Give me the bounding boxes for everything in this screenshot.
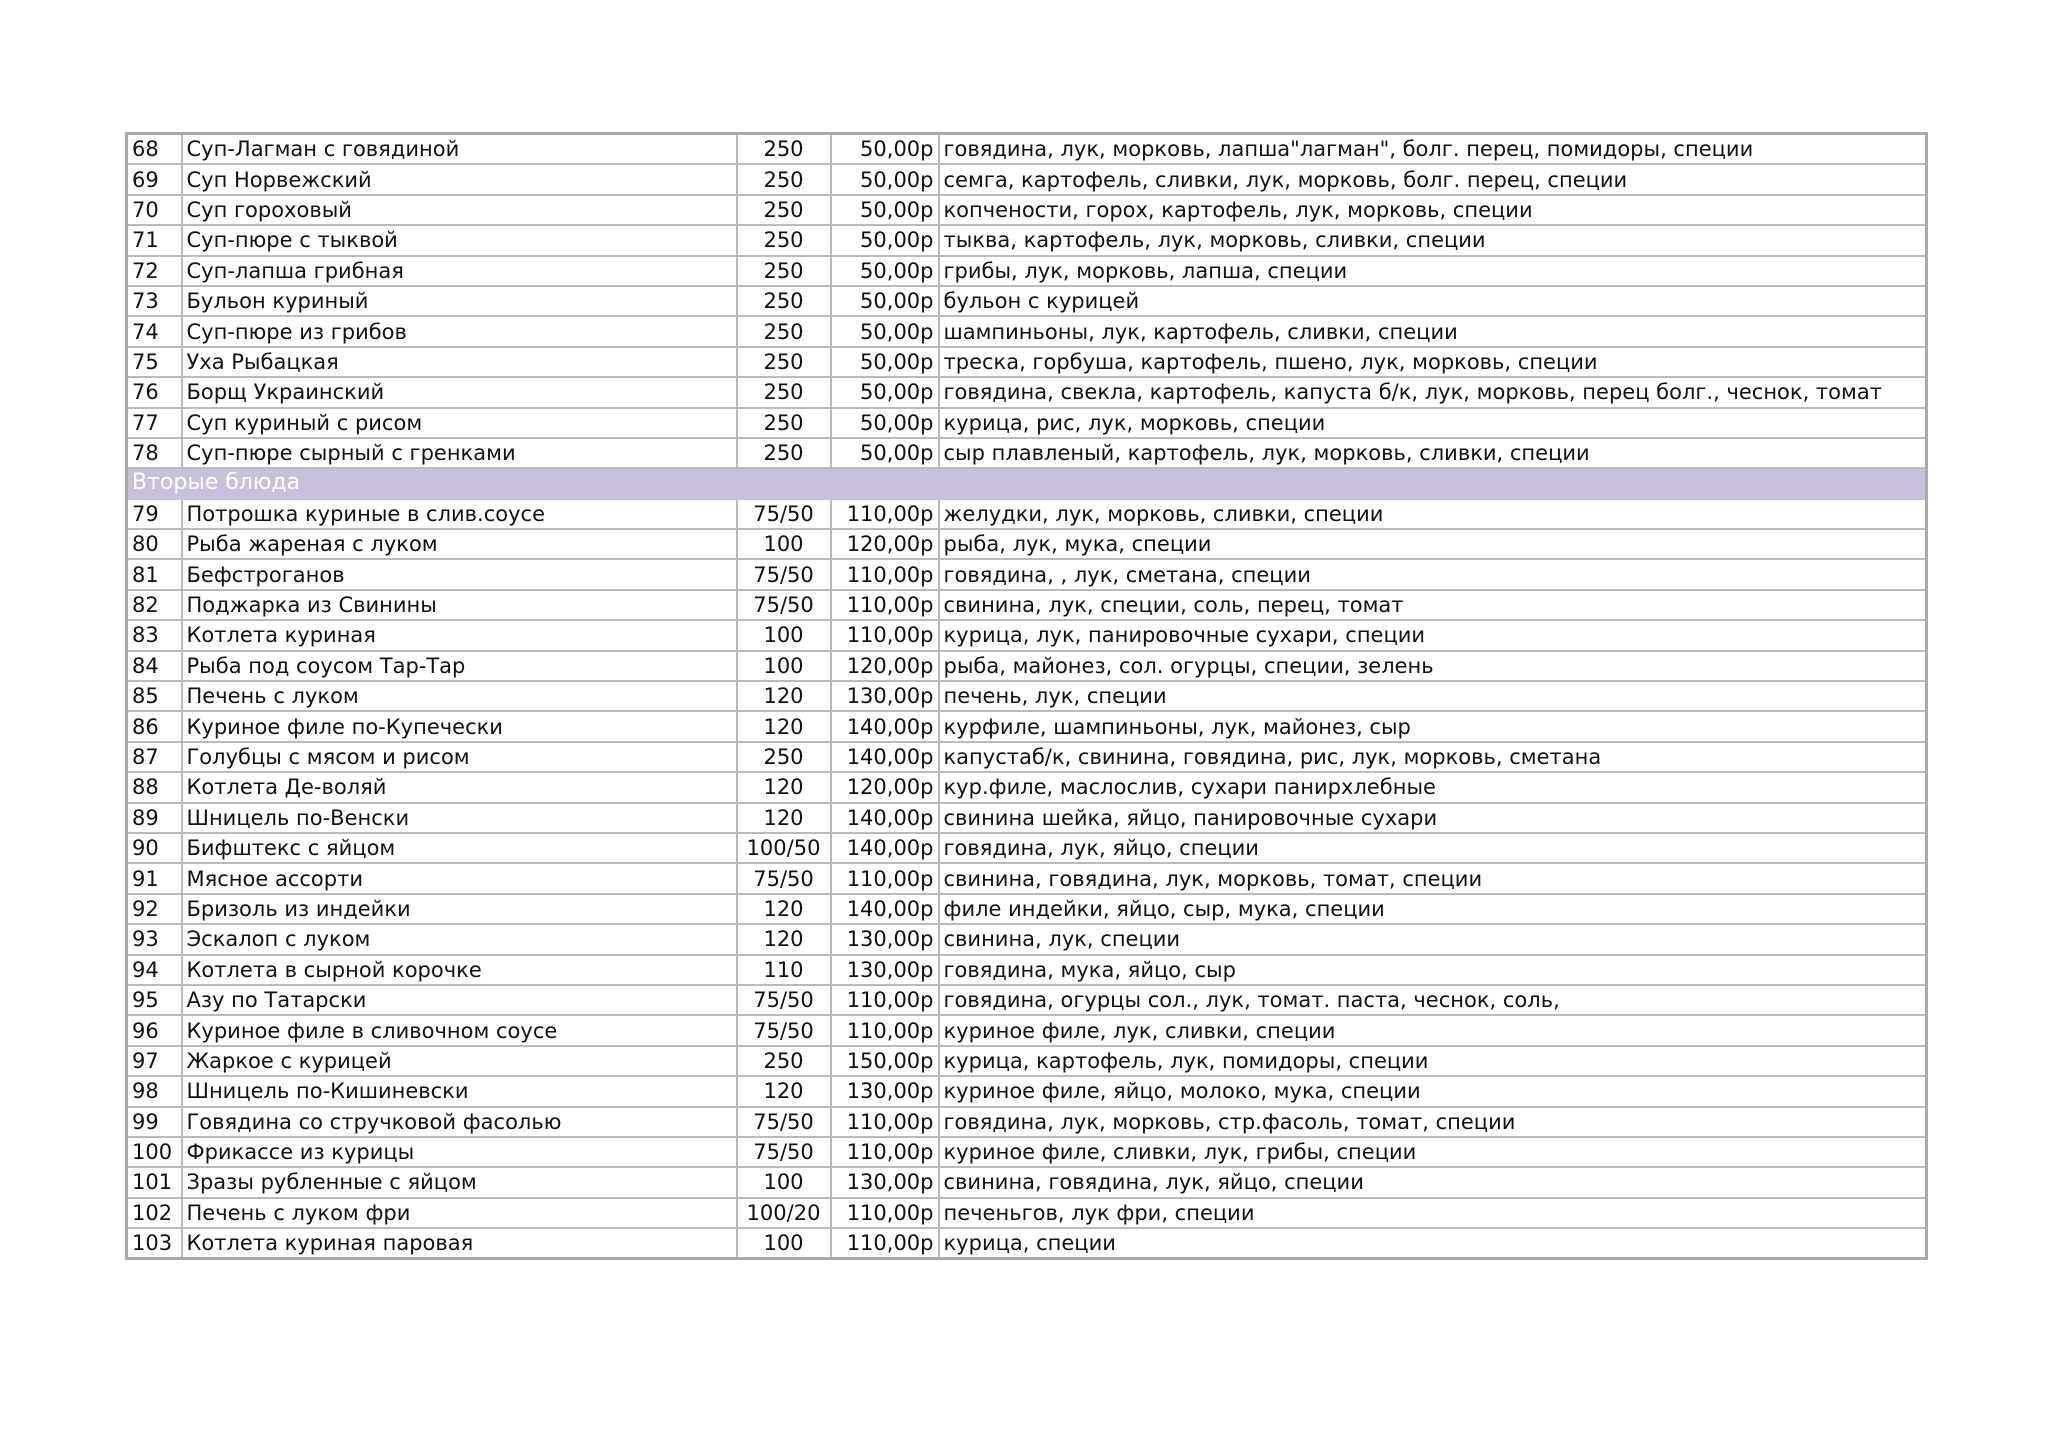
- item-weight: 250: [737, 164, 831, 194]
- item-number: 74: [127, 316, 182, 346]
- item-ingredients: куриное филе, яйцо, молоко, мука, специи: [939, 1076, 1927, 1106]
- item-weight: 100: [737, 1167, 831, 1197]
- item-number: 84: [127, 651, 182, 681]
- item-weight: 75/50: [737, 863, 831, 893]
- item-number: 96: [127, 1015, 182, 1045]
- item-number: 101: [127, 1167, 182, 1197]
- item-ingredients: курица, специи: [939, 1228, 1927, 1259]
- item-price: 110,00р: [831, 1198, 939, 1228]
- item-price: 130,00р: [831, 1076, 939, 1106]
- item-number: 72: [127, 256, 182, 286]
- item-number: 98: [127, 1076, 182, 1106]
- menu-item-row: [127, 1228, 1927, 1259]
- item-weight: 100: [737, 620, 831, 650]
- item-price: 120,00р: [831, 772, 939, 802]
- item-number: 93: [127, 924, 182, 954]
- item-number: 90: [127, 833, 182, 863]
- item-ingredients: желудки, лук, морковь, сливки, специи: [939, 499, 1927, 529]
- item-ingredients: сыр плавленый, картофель, лук, морковь, сливки, специи: [939, 438, 1927, 468]
- item-number: 97: [127, 1046, 182, 1076]
- item-ingredients: копчености, горох, картофель, лук, морковь, специи: [939, 195, 1927, 225]
- item-price: 50,00р: [831, 316, 939, 346]
- item-weight: 250: [737, 316, 831, 346]
- menu-item-row: [127, 316, 1927, 346]
- item-weight: 250: [737, 256, 831, 286]
- item-price: 140,00р: [831, 742, 939, 772]
- item-number: 77: [127, 408, 182, 438]
- item-ingredients: бульон с курицей: [939, 286, 1927, 316]
- item-ingredients: свинина шейка, яйцо, панировочные сухари: [939, 803, 1927, 833]
- menu-item-row: [127, 347, 1927, 377]
- menu-item-row: [127, 438, 1927, 468]
- item-weight: 100/50: [737, 833, 831, 863]
- item-name: Суп Норвежский: [182, 164, 737, 194]
- section-title: Вторые блюда: [127, 468, 1927, 498]
- menu-item-row: [127, 590, 1927, 620]
- item-name: Шницель по-Кишиневски: [182, 1076, 737, 1106]
- item-price: 110,00р: [831, 985, 939, 1015]
- item-name: Бифштекс с яйцом: [182, 833, 737, 863]
- item-weight: 75/50: [737, 985, 831, 1015]
- item-price: 110,00р: [831, 1107, 939, 1137]
- item-name: Суп гороховый: [182, 195, 737, 225]
- item-name: Бульон куриный: [182, 286, 737, 316]
- item-ingredients: курфиле, шампиньоны, лук, майонез, сыр: [939, 711, 1927, 741]
- item-number: 99: [127, 1107, 182, 1137]
- item-ingredients: куриное филе, лук, сливки, специи: [939, 1015, 1927, 1045]
- item-ingredients: свинина, говядина, лук, морковь, томат, специи: [939, 863, 1927, 893]
- item-name: Суп-Лагман с говядиной: [182, 134, 737, 165]
- item-ingredients: свинина, лук, специи, соль, перец, томат: [939, 590, 1927, 620]
- menu-item-row: [127, 711, 1927, 741]
- item-ingredients: печеньгов, лук фри, специи: [939, 1198, 1927, 1228]
- item-name: Азу по Татарски: [182, 985, 737, 1015]
- item-weight: 250: [737, 438, 831, 468]
- item-weight: 100: [737, 1228, 831, 1259]
- item-price: 50,00р: [831, 438, 939, 468]
- item-name: Суп-пюре с тыквой: [182, 225, 737, 255]
- section-header-row: [127, 468, 1927, 498]
- menu-item-row: [127, 742, 1927, 772]
- item-ingredients: говядина, лук, яйцо, специи: [939, 833, 1927, 863]
- item-number: 68: [127, 134, 182, 165]
- item-price: 110,00р: [831, 1015, 939, 1045]
- item-name: Голубцы с мясом и рисом: [182, 742, 737, 772]
- item-ingredients: печень, лук, специи: [939, 681, 1927, 711]
- item-number: 71: [127, 225, 182, 255]
- item-price: 110,00р: [831, 559, 939, 589]
- item-name: Уха Рыбацкая: [182, 347, 737, 377]
- item-name: Поджарка из Свинины: [182, 590, 737, 620]
- item-name: Мясное ассорти: [182, 863, 737, 893]
- item-ingredients: говядина, лук, морковь, стр.фасоль, томат, специи: [939, 1107, 1927, 1137]
- item-weight: 250: [737, 225, 831, 255]
- item-weight: 110: [737, 955, 831, 985]
- item-weight: 120: [737, 803, 831, 833]
- item-number: 94: [127, 955, 182, 985]
- item-price: 110,00р: [831, 620, 939, 650]
- menu-item-row: [127, 286, 1927, 316]
- item-ingredients: свинина, говядина, лук, яйцо, специи: [939, 1167, 1927, 1197]
- item-weight: 75/50: [737, 1137, 831, 1167]
- item-number: 85: [127, 681, 182, 711]
- item-number: 75: [127, 347, 182, 377]
- item-price: 150,00р: [831, 1046, 939, 1076]
- item-ingredients: говядина, мука, яйцо, сыр: [939, 955, 1927, 985]
- item-weight: 75/50: [737, 1015, 831, 1045]
- menu-item-row: [127, 1107, 1927, 1137]
- menu-item-row: [127, 559, 1927, 589]
- item-number: 92: [127, 894, 182, 924]
- item-ingredients: шампиньоны, лук, картофель, сливки, специи: [939, 316, 1927, 346]
- item-ingredients: семга, картофель, сливки, лук, морковь, болг. перец, специи: [939, 164, 1927, 194]
- menu-item-row: [127, 681, 1927, 711]
- menu-item-row: [127, 1076, 1927, 1106]
- item-number: 70: [127, 195, 182, 225]
- item-number: 81: [127, 559, 182, 589]
- menu-item-row: [127, 985, 1927, 1015]
- item-weight: 120: [737, 1076, 831, 1106]
- item-name: Жаркое с курицей: [182, 1046, 737, 1076]
- item-price: 140,00р: [831, 894, 939, 924]
- item-number: 102: [127, 1198, 182, 1228]
- item-weight: 120: [737, 894, 831, 924]
- item-price: 50,00р: [831, 134, 939, 165]
- item-ingredients: свинина, лук, специи: [939, 924, 1927, 954]
- item-price: 130,00р: [831, 1167, 939, 1197]
- menu-item-row: [127, 1015, 1927, 1045]
- menu-item-row: [127, 1198, 1927, 1228]
- menu-item-row: [127, 408, 1927, 438]
- item-name: Куриное филе по-Купечески: [182, 711, 737, 741]
- item-price: 50,00р: [831, 164, 939, 194]
- menu-item-row: [127, 1167, 1927, 1197]
- item-ingredients: рыба, лук, мука, специи: [939, 529, 1927, 559]
- item-name: Эскалоп с луком: [182, 924, 737, 954]
- menu-item-row: [127, 772, 1927, 802]
- item-number: 83: [127, 620, 182, 650]
- item-ingredients: курица, картофель, лук, помидоры, специи: [939, 1046, 1927, 1076]
- item-weight: 100: [737, 651, 831, 681]
- menu-item-row: [127, 651, 1927, 681]
- item-price: 140,00р: [831, 833, 939, 863]
- item-number: 73: [127, 286, 182, 316]
- item-price: 110,00р: [831, 590, 939, 620]
- menu-item-row: [127, 863, 1927, 893]
- item-weight: 75/50: [737, 1107, 831, 1137]
- item-price: 130,00р: [831, 955, 939, 985]
- item-number: 91: [127, 863, 182, 893]
- item-number: 103: [127, 1228, 182, 1259]
- item-weight: 250: [737, 742, 831, 772]
- item-price: 140,00р: [831, 803, 939, 833]
- menu-item-row: [127, 1046, 1927, 1076]
- item-number: 100: [127, 1137, 182, 1167]
- item-number: 82: [127, 590, 182, 620]
- menu-item-row: [127, 164, 1927, 194]
- item-name: Суп-лапша грибная: [182, 256, 737, 286]
- menu-item-row: [127, 256, 1927, 286]
- item-name: Печень с луком: [182, 681, 737, 711]
- menu-table: [125, 132, 1928, 1260]
- item-price: 50,00р: [831, 347, 939, 377]
- item-name: Суп-пюре из грибов: [182, 316, 737, 346]
- item-name: Котлета куриная: [182, 620, 737, 650]
- item-name: Потрошка куриные в слив.соусе: [182, 499, 737, 529]
- item-name: Рыба под соусом Тар-Тар: [182, 651, 737, 681]
- menu-item-row: [127, 955, 1927, 985]
- item-price: 50,00р: [831, 256, 939, 286]
- item-price: 110,00р: [831, 1228, 939, 1259]
- item-price: 50,00р: [831, 195, 939, 225]
- menu-item-row: [127, 377, 1927, 407]
- item-ingredients: курица, рис, лук, морковь, специи: [939, 408, 1927, 438]
- item-price: 50,00р: [831, 408, 939, 438]
- menu-item-row: [127, 833, 1927, 863]
- item-name: Фрикассе из курицы: [182, 1137, 737, 1167]
- item-ingredients: треска, горбуша, картофель, пшено, лук, морковь, специи: [939, 347, 1927, 377]
- item-price: 110,00р: [831, 499, 939, 529]
- item-name: Суп куриный с рисом: [182, 408, 737, 438]
- item-price: 50,00р: [831, 225, 939, 255]
- item-weight: 75/50: [737, 559, 831, 589]
- item-name: Суп-пюре сырный с гренками: [182, 438, 737, 468]
- item-ingredients: говядина, , лук, сметана, специи: [939, 559, 1927, 589]
- menu-item-row: [127, 195, 1927, 225]
- item-weight: 250: [737, 408, 831, 438]
- item-name: Бризоль из индейки: [182, 894, 737, 924]
- item-number: 95: [127, 985, 182, 1015]
- item-ingredients: курица, лук, панировочные сухари, специи: [939, 620, 1927, 650]
- item-ingredients: рыба, майонез, сол. огурцы, специи, зелень: [939, 651, 1927, 681]
- menu-item-row: [127, 803, 1927, 833]
- item-name: Бефстроганов: [182, 559, 737, 589]
- item-weight: 100: [737, 529, 831, 559]
- item-number: 87: [127, 742, 182, 772]
- menu-item-row: [127, 499, 1927, 529]
- item-ingredients: капустаб/к, свинина, говядина, рис, лук, морковь, сметана: [939, 742, 1927, 772]
- menu-item-row: [127, 1137, 1927, 1167]
- menu-item-row: [127, 225, 1927, 255]
- item-name: Печень с луком фри: [182, 1198, 737, 1228]
- item-name: Борщ Украинский: [182, 377, 737, 407]
- item-number: 79: [127, 499, 182, 529]
- menu-item-row: [127, 894, 1927, 924]
- item-name: Котлета Де-воляй: [182, 772, 737, 802]
- item-number: 76: [127, 377, 182, 407]
- item-ingredients: филе индейки, яйцо, сыр, мука, специи: [939, 894, 1927, 924]
- menu-page: [125, 132, 1925, 1260]
- menu-item-row: [127, 620, 1927, 650]
- item-name: Куриное филе в сливочном соусе: [182, 1015, 737, 1045]
- item-name: Говядина со стручковой фасолью: [182, 1107, 737, 1137]
- item-weight: 120: [737, 711, 831, 741]
- item-name: Рыба жареная с луком: [182, 529, 737, 559]
- item-ingredients: тыква, картофель, лук, морковь, сливки, специи: [939, 225, 1927, 255]
- item-price: 110,00р: [831, 1137, 939, 1167]
- item-weight: 250: [737, 347, 831, 377]
- item-weight: 120: [737, 772, 831, 802]
- item-weight: 120: [737, 924, 831, 954]
- item-name: Котлета в сырной корочке: [182, 955, 737, 985]
- item-number: 69: [127, 164, 182, 194]
- item-number: 86: [127, 711, 182, 741]
- item-number: 89: [127, 803, 182, 833]
- item-number: 78: [127, 438, 182, 468]
- item-price: 140,00р: [831, 711, 939, 741]
- item-weight: 250: [737, 134, 831, 165]
- item-name: Зразы рубленные с яйцом: [182, 1167, 737, 1197]
- item-ingredients: грибы, лук, морковь, лапша, специи: [939, 256, 1927, 286]
- item-weight: 250: [737, 195, 831, 225]
- item-price: 120,00р: [831, 651, 939, 681]
- item-name: Шницель по-Венски: [182, 803, 737, 833]
- item-ingredients: говядина, свекла, картофель, капуста б/к, лук, морковь, перец болг., чеснок, томат: [939, 377, 1927, 407]
- item-number: 80: [127, 529, 182, 559]
- item-ingredients: кур.филе, маслослив, сухари панирхлебные: [939, 772, 1927, 802]
- menu-table-body: [127, 134, 1927, 1259]
- item-name: Котлета куриная паровая: [182, 1228, 737, 1259]
- menu-item-row: [127, 924, 1927, 954]
- item-price: 120,00р: [831, 529, 939, 559]
- item-weight: 100/20: [737, 1198, 831, 1228]
- item-ingredients: говядина, огурцы сол., лук, томат. паста, чеснок, соль,: [939, 985, 1927, 1015]
- item-price: 110,00р: [831, 863, 939, 893]
- item-ingredients: говядина, лук, морковь, лапша"лагман", болг. перец, помидоры, специи: [939, 134, 1927, 165]
- item-weight: 120: [737, 681, 831, 711]
- item-price: 50,00р: [831, 286, 939, 316]
- item-weight: 250: [737, 1046, 831, 1076]
- item-number: 88: [127, 772, 182, 802]
- item-weight: 75/50: [737, 590, 831, 620]
- item-price: 50,00р: [831, 377, 939, 407]
- item-weight: 250: [737, 377, 831, 407]
- item-price: 130,00р: [831, 924, 939, 954]
- item-weight: 75/50: [737, 499, 831, 529]
- item-weight: 250: [737, 286, 831, 316]
- menu-item-row: [127, 529, 1927, 559]
- item-ingredients: куриное филе, сливки, лук, грибы, специи: [939, 1137, 1927, 1167]
- menu-item-row: [127, 134, 1927, 165]
- item-price: 130,00р: [831, 681, 939, 711]
